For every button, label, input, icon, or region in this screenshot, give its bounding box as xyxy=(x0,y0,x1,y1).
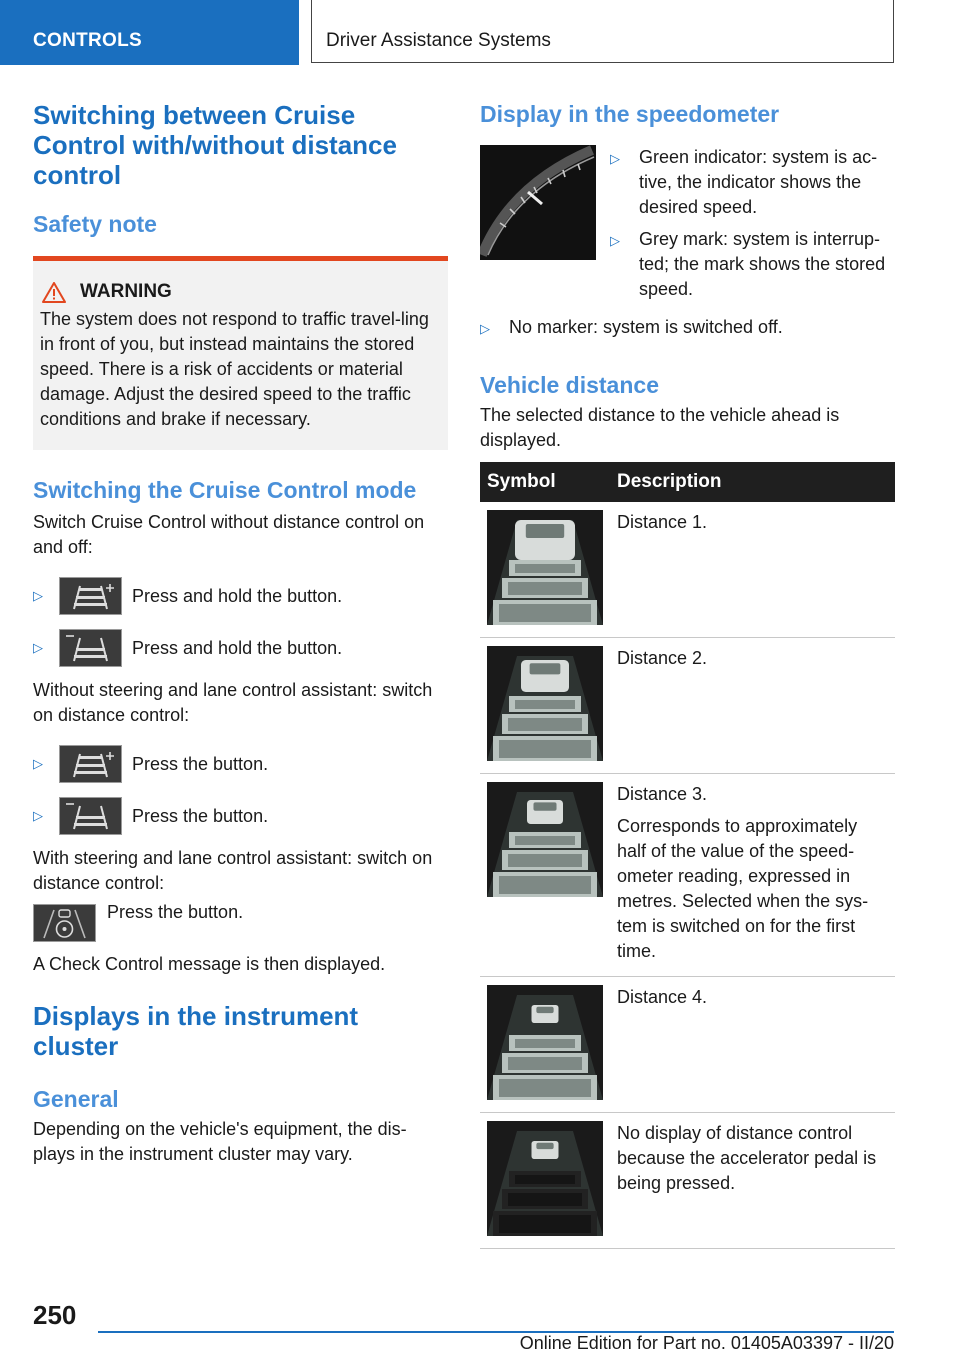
right-column xyxy=(480,100,895,1249)
vehicle-distance-heading: Vehicle distance xyxy=(480,372,659,398)
bullet-triangle-icon: ▷ xyxy=(33,640,43,655)
table-header-symbol: Symbol xyxy=(480,462,610,502)
section-title-switching: Switching between Cruise Control with/without distance control xyxy=(33,100,397,190)
left-column xyxy=(33,100,448,1167)
list-item xyxy=(33,742,448,786)
list-item xyxy=(480,315,895,341)
table-row xyxy=(480,502,895,638)
bullet-triangle-icon: ▷ xyxy=(480,321,490,336)
without-steering-text: Without steering and lane control assistant: switch on distance control: xyxy=(33,680,433,725)
with-steering-text: With steering and lane control assistant: switch on distance control: xyxy=(33,848,433,893)
distance-symbol-image xyxy=(487,985,603,1100)
mode-heading: Switching the Cruise Control mode xyxy=(33,477,417,503)
distance-description: Distance 3. xyxy=(617,784,708,804)
cruise-minus-icon xyxy=(59,629,122,667)
cruise-plus-icon xyxy=(59,745,122,783)
cruise-minus-icon xyxy=(59,797,122,835)
list-item xyxy=(610,145,895,220)
header-section-label: CONTROLS xyxy=(33,30,143,51)
list-item xyxy=(33,794,448,838)
table-cell-description xyxy=(610,977,895,1113)
table-cell-symbol xyxy=(480,502,610,638)
speedo-bullet-list-full xyxy=(480,315,895,341)
general-text: Depending on the vehicle's equipment, the dis-plays in the instrument cluster may vary. xyxy=(33,1119,407,1164)
distance-description: Distance 4. xyxy=(617,987,708,1007)
distance-symbol-image xyxy=(487,782,603,897)
distance-extra-description: Corresponds to approximately half of the value of the speed-ometer reading, expressed in metres. Selected when the sys-tem is switched on for the first time. xyxy=(617,816,869,961)
list-item xyxy=(610,227,895,302)
check-control-text: A Check Control message is then displayed. xyxy=(33,954,386,974)
displays-heading: Displays in the instrument cluster xyxy=(33,1001,359,1061)
vehicle-distance-intro: The selected distance to the vehicle ahead is displayed. xyxy=(480,405,840,450)
distance-symbol-image xyxy=(487,510,603,625)
steering-assist-icon xyxy=(33,904,96,942)
bullet-triangle-icon: ▷ xyxy=(610,151,620,166)
speedo-item-text: No marker: system is switched off. xyxy=(509,317,783,337)
table-cell-description xyxy=(610,638,895,774)
mode-intro: Switch Cruise Control without distance control on and off: xyxy=(33,512,425,557)
header-chapter-label: Driver Assistance Systems xyxy=(326,30,551,51)
bullet-triangle-icon: ▷ xyxy=(33,588,43,603)
with-item-text: Press the button. xyxy=(107,902,244,922)
page-number: 250 xyxy=(33,1300,77,1330)
speedometer-image xyxy=(480,145,596,260)
speedo-item-text: Green indicator: system is ac-tive, the indicator shows the desired speed. xyxy=(639,147,878,217)
warning-title xyxy=(40,281,441,303)
without-item-text: Press the button. xyxy=(132,753,269,774)
speedo-block xyxy=(480,145,895,309)
table-header-row xyxy=(480,462,895,502)
table-cell-description xyxy=(610,502,895,638)
bullet-triangle-icon: ▷ xyxy=(33,756,43,771)
speedo-item-text: Grey mark: system is interrup-ted; the mark shows the stored speed. xyxy=(639,229,886,299)
warning-triangle-icon xyxy=(42,282,66,303)
distance-table xyxy=(480,462,895,1249)
speedo-heading: Display in the speedometer xyxy=(480,101,780,127)
table-cell-symbol xyxy=(480,1113,610,1249)
footer-edition: Online Edition for Part no. 01405A03397 - II/20 xyxy=(519,1333,894,1353)
cruise-plus-icon xyxy=(59,577,122,615)
general-heading: General xyxy=(33,1086,119,1112)
table-cell-description xyxy=(610,774,895,977)
warning-box xyxy=(33,256,448,450)
table-row xyxy=(480,774,895,977)
warning-label: WARNING xyxy=(80,281,172,302)
speedo-bullet-list xyxy=(610,145,895,309)
table-header-description: Description xyxy=(610,462,895,502)
distance-description: Distance 2. xyxy=(617,648,708,668)
table-row xyxy=(480,1113,895,1249)
distance-description: Distance 1. xyxy=(617,512,708,532)
distance-symbol-image xyxy=(487,646,603,761)
header-chapter-box xyxy=(311,0,894,63)
bullet-triangle-icon: ▷ xyxy=(610,233,620,248)
table-cell-symbol xyxy=(480,977,610,1113)
table-cell-symbol xyxy=(480,774,610,977)
without-item-text: Press the button. xyxy=(132,805,269,826)
distance-description: No display of distance control because the accelerator pedal is being pressed. xyxy=(617,1123,877,1193)
list-item xyxy=(33,574,448,618)
safety-note-heading: Safety note xyxy=(33,211,157,237)
bullet-triangle-icon: ▷ xyxy=(33,808,43,823)
distance-table-body xyxy=(480,502,895,1249)
table-cell-description xyxy=(610,1113,895,1249)
table-row xyxy=(480,638,895,774)
list-item xyxy=(33,626,448,670)
mode-item-text: Press and hold the button. xyxy=(132,585,343,606)
table-cell-symbol xyxy=(480,638,610,774)
list-item xyxy=(33,900,448,942)
header-section-tab xyxy=(0,0,299,65)
distance-symbol-image xyxy=(487,1121,603,1236)
table-row xyxy=(480,977,895,1113)
warning-text: The system does not respond to traffic travel-ling in front of you, but instead maintains the stored speed. There is a risk of accidents or material damage. Adjust the desired speed to the traffic conditions and brake if necessary. xyxy=(40,309,429,429)
mode-item-text: Press and hold the button. xyxy=(132,637,343,658)
